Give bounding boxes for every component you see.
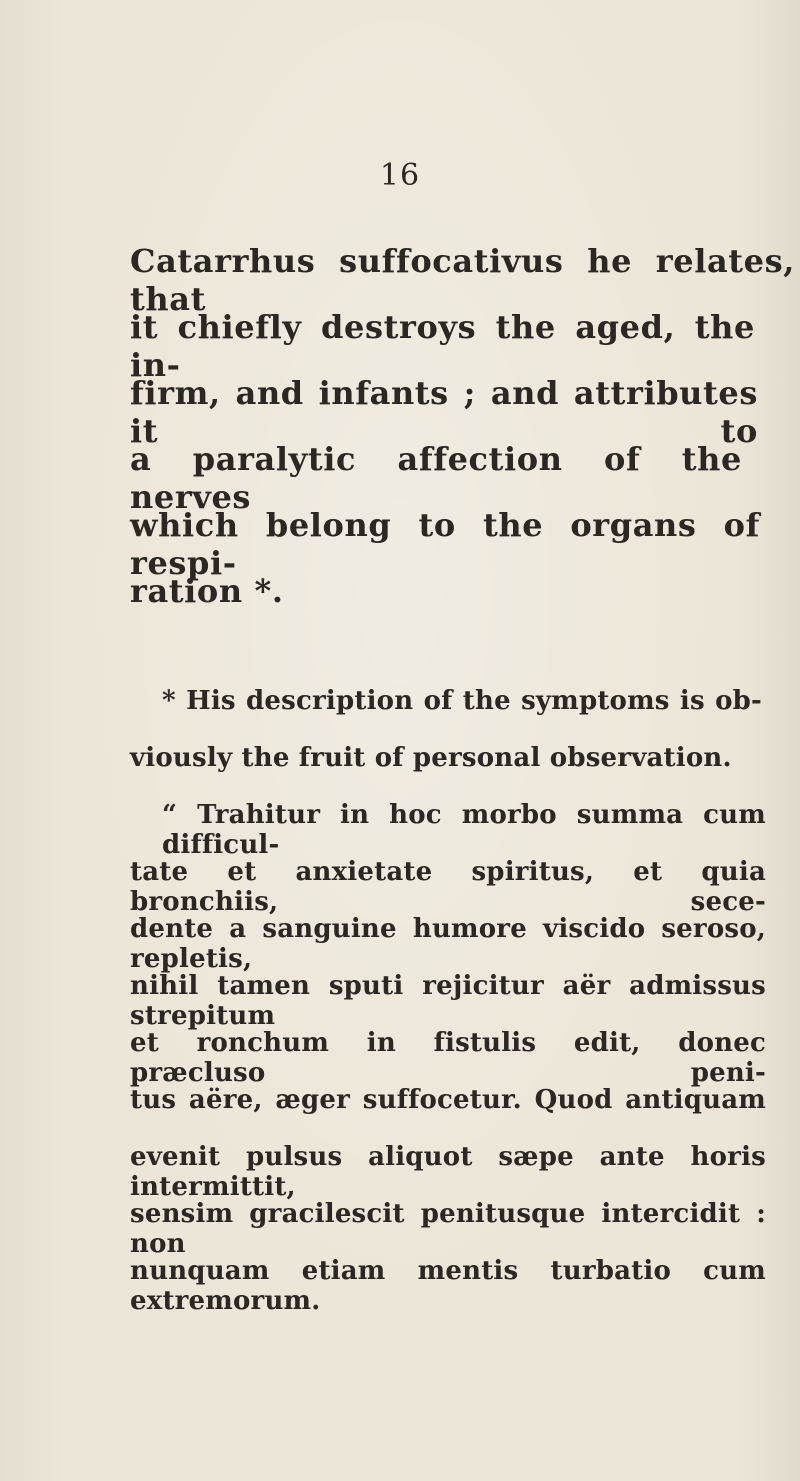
main-text-line-3: firm, and infants ; and attributes it to: [130, 374, 758, 450]
footnote-line-3: “ Trahitur in hoc morbo summa cum difficul-: [162, 800, 766, 860]
footnote-line-6: nihil tamen sputi rejicitur aër admissus strepitum: [130, 971, 766, 1031]
main-text-line-2: it chiefly destroys the aged, the in-: [130, 308, 755, 384]
footnote-line-1: * His description of the symptoms is ob-: [162, 686, 762, 716]
main-text-line-5: which belong to the organs of respi-: [130, 506, 760, 582]
footnote-line-5: dente a sanguine humore viscido seroso, repletis,: [130, 914, 766, 974]
page-number: 16: [379, 158, 421, 193]
main-text-line-6: ration *.: [130, 572, 284, 610]
main-text-line-4: a paralytic affection of the nerves: [130, 440, 742, 516]
footnote-line-7: et ronchum in fistulis edit, donec præcluso peni-: [130, 1028, 766, 1088]
footnote-line-11: nunquam etiam mentis turbatio cum extremorum.: [130, 1256, 766, 1316]
footnote-line-4: tate et anxietate spiritus, et quia bronchiis, sece-: [130, 857, 766, 917]
footnote-line-10: sensim gracilescit penitusque intercidit : non: [130, 1199, 766, 1259]
main-text-line-1: Catarrhus suffocativus he relates, that: [130, 242, 795, 318]
footnote-line-8: tus aëre, æger suffocetur. Quod antiquam: [130, 1085, 766, 1115]
footnote-line-2: viously the fruit of personal observation.: [130, 743, 732, 773]
footnote-line-9: evenit pulsus aliquot sæpe ante horis intermittit,: [130, 1142, 766, 1202]
